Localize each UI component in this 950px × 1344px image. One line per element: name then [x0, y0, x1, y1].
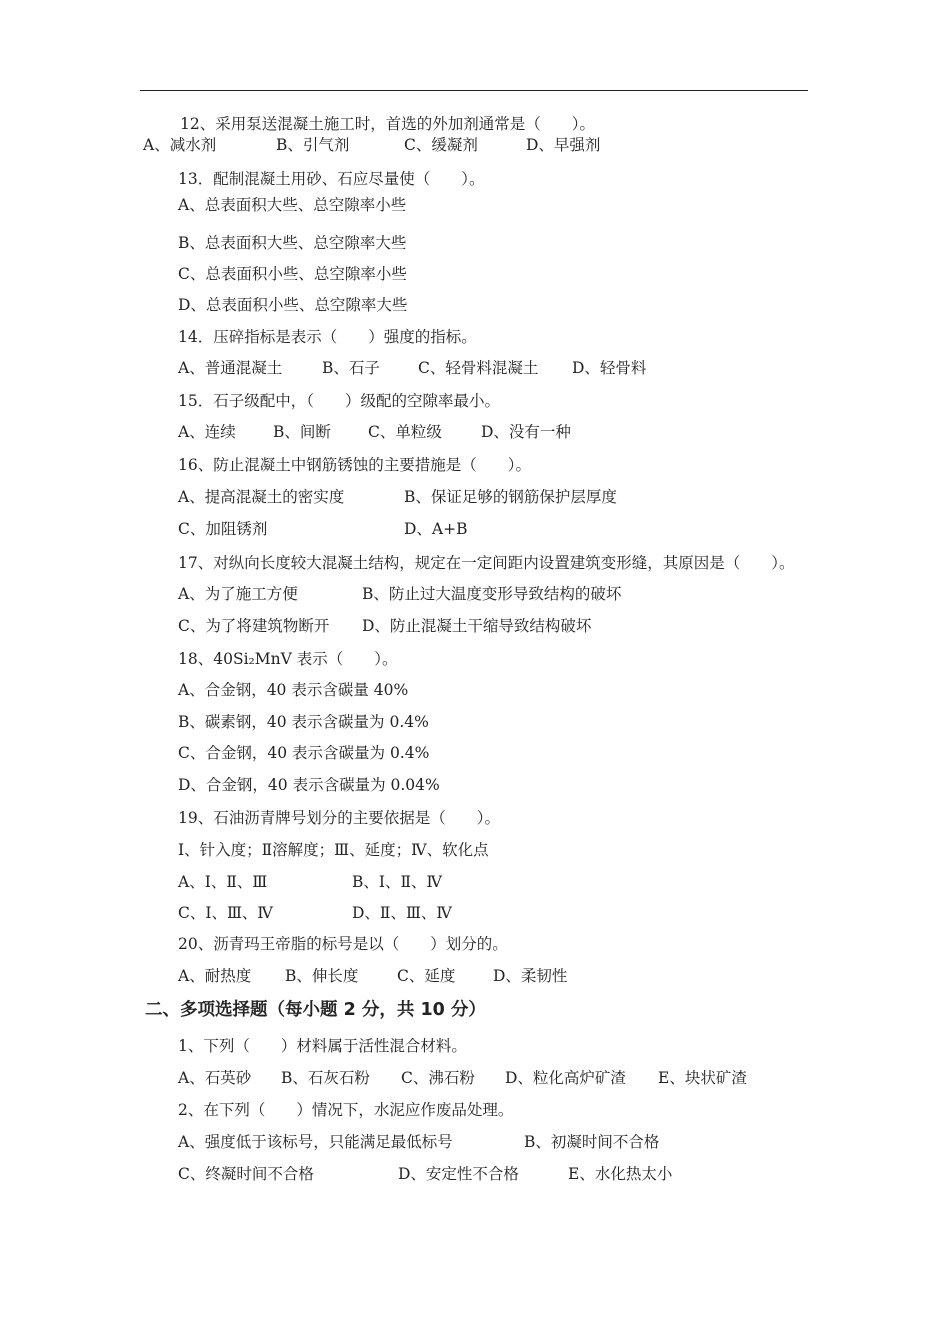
option: B、防止过大温度变形导致结构的破坏 — [362, 585, 622, 603]
option: B、碳素钢，40 表示含碳量为 0.4% — [178, 713, 429, 731]
option: C、终凝时间不合格 — [178, 1165, 314, 1183]
option: B、引气剂 — [276, 136, 350, 154]
section-heading: 二、多项选择题（每小题 2 分，共 10 分） — [145, 1000, 486, 1020]
option: C、轻骨料混凝土 — [418, 359, 539, 377]
option: C、延度 — [397, 967, 456, 985]
option: A、Ⅰ、Ⅱ、Ⅲ — [178, 873, 268, 891]
option: C、单粒级 — [368, 423, 442, 441]
option: A、减水剂 — [143, 136, 217, 154]
option: D、粒化高炉矿渣 — [505, 1069, 626, 1087]
option: D、安定性不合格 — [398, 1165, 519, 1183]
question-stem: 14．压碎指标是表示（ ）强度的指标。 — [178, 328, 477, 346]
question-stem: 17、对纵向长度较大混凝土结构，规定在一定间距内设置建筑变形缝，其原因是（ ）。 — [178, 554, 795, 572]
option: A、提高混凝土的密实度 — [178, 488, 345, 506]
question-stem: 18、40Si₂MnV 表示（ ）。 — [178, 650, 398, 668]
option: B、间断 — [273, 423, 331, 441]
option: C、为了将建筑物断开 — [178, 617, 330, 635]
option: C、加阻锈剂 — [178, 520, 268, 538]
option: A、连续 — [178, 423, 236, 441]
option: A、为了施工方便 — [178, 585, 298, 603]
option: C、总表面积小些、总空隙率小些 — [178, 265, 407, 283]
option: D、防止混凝土干缩导致结构破坏 — [362, 617, 592, 635]
option: B、石子 — [322, 359, 380, 377]
option: A、总表面积大些、总空隙率小些 — [178, 196, 407, 214]
option: E、块状矿渣 — [658, 1069, 747, 1087]
question-stem: 2、在下列（ ）情况下，水泥应作废品处理。 — [178, 1101, 514, 1119]
option: D、A+B — [404, 520, 468, 538]
question-stem: 20、沥青玛王帝脂的标号是以（ ）划分的。 — [178, 935, 508, 953]
option: B、伸长度 — [285, 967, 359, 985]
option: B、石灰石粉 — [281, 1069, 370, 1087]
option: B、保证足够的钢筋保护层厚度 — [404, 488, 617, 506]
question-stem: 16、防止混凝土中钢筋锈蚀的主要措施是（ ）。 — [178, 456, 531, 474]
option: A、耐热度 — [178, 967, 252, 985]
question-stem: 19、石油沥青牌号划分的主要依据是（ ）。 — [178, 809, 500, 827]
option: D、合金钢，40 表示含碳量为 0.04% — [178, 776, 440, 794]
option: D、早强剂 — [526, 136, 601, 154]
header-rule — [140, 90, 808, 91]
option: C、沸石粉 — [401, 1069, 475, 1087]
option: D、轻骨料 — [572, 359, 647, 377]
option: B、初凝时间不合格 — [524, 1133, 660, 1151]
option: A、普通混凝土 — [178, 359, 283, 377]
question-stem: 15．石子级配中，（ ）级配的空隙率最小。 — [178, 392, 500, 410]
option: C、合金钢，40 表示含碳量为 0.4% — [178, 744, 430, 762]
question-items: Ⅰ、针入度；Ⅱ溶解度；Ⅲ、延度；Ⅳ、软化点 — [178, 841, 489, 859]
option: D、没有一种 — [481, 423, 571, 441]
option: E、水化热太小 — [568, 1165, 673, 1183]
option: C、Ⅰ、Ⅲ、Ⅳ — [178, 904, 273, 922]
option: C、缓凝剂 — [404, 136, 478, 154]
question-stem: 13．配制混凝土用砂、石应尽量使（ ）。 — [178, 170, 485, 188]
option: B、Ⅰ、Ⅱ、Ⅳ — [352, 873, 443, 891]
question-stem: 12、采用泵送混凝土施工时，首选的外加剂通常是（ ）。 — [180, 115, 595, 133]
option: A、合金钢，40 表示含碳量 40% — [178, 681, 409, 699]
option: D、Ⅱ、Ⅲ、Ⅳ — [352, 904, 452, 922]
option: D、总表面积小些、总空隙率大些 — [178, 296, 408, 314]
option: A、强度低于该标号，只能满足最低标号 — [178, 1133, 453, 1151]
option: B、总表面积大些、总空隙率大些 — [178, 234, 407, 252]
question-stem: 1、下列（ ）材料属于活性混合材料。 — [178, 1037, 467, 1055]
option: A、石英砂 — [178, 1069, 252, 1087]
option: D、柔韧性 — [493, 967, 568, 985]
